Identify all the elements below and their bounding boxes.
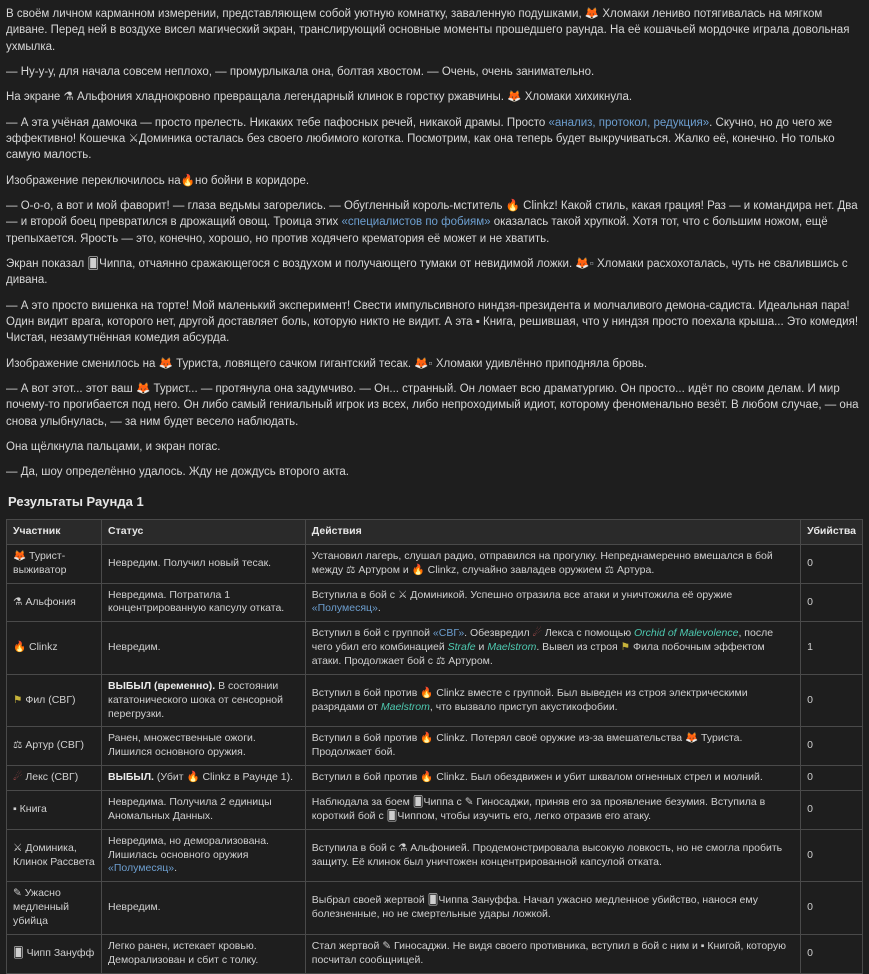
- table-row: [7, 934, 863, 973]
- cell-participant: [7, 727, 102, 766]
- status-link-text: «Полумесяц»: [108, 862, 175, 875]
- cell-actions: [305, 544, 800, 583]
- action-text: Гиносаджи. Не видя своего противника, вступил в бой с ним и: [391, 939, 701, 952]
- column-header-actions: Действия: [305, 520, 800, 545]
- cell-status: [102, 544, 306, 583]
- narrative-paragraph-2: [6, 64, 861, 80]
- narrative-text: оказалась такой хрупкой. Хотя тот, что с большим ножом, ещё трепыхается. Ярость — это, конечно, хорошо, но против ходячего крематория её может и не хватить.: [6, 216, 828, 245]
- inline-icon: ✎: [382, 939, 392, 952]
- status-text: В состоянии кататонического шока от сенсорной перегрузки.: [108, 679, 284, 720]
- participant-name: Чипп Зануфф: [23, 946, 95, 959]
- narrative-text: Хломаки лениво потягивалась на мягком диване. Перед ней в воздухе висел магический экран, транслирующий основные моменты прошедшего раунда. На её кошачьей мордочке играла довольная ухмылка.: [6, 8, 850, 53]
- square-icon: ▫: [589, 257, 594, 270]
- participant-icon: ✎: [13, 887, 22, 900]
- narrative-paragraph-12: [6, 464, 861, 480]
- narrative-paragraph-9: [6, 356, 861, 372]
- inline-icon: 🂠: [412, 796, 424, 809]
- cell-participant: [7, 829, 102, 882]
- participant-name: Доминика, Клинок Рассвета: [13, 841, 95, 868]
- status-text: Ранен, множественные ожоги. Лишился основного оружия.: [108, 732, 256, 759]
- inline-icon: 🔥: [420, 771, 434, 784]
- cell-status: [102, 727, 306, 766]
- narrative-paragraph-4: [6, 115, 861, 164]
- participant-icon: ⚗: [13, 595, 23, 608]
- action-text: , после чего убил его комбинацией: [311, 627, 774, 654]
- status-text: Невредим. Получил новый тесак.: [108, 556, 272, 569]
- narrative-paragraph-8: [6, 298, 861, 347]
- action-text: Чиппом, чтобы изучить его, легко отразив его атаку.: [397, 809, 652, 822]
- cell-actions: [305, 882, 800, 935]
- narrative-paragraph-7: [6, 256, 861, 289]
- action-text: Книгой, которую посчитал сообщницей.: [311, 939, 787, 966]
- status-text: .: [174, 862, 178, 875]
- cell-kills: 0: [801, 727, 863, 766]
- action-text: Maelstrom: [487, 641, 537, 654]
- action-text: Доминикой. Успешно отразила все атаки и уничтожила её оружие: [407, 588, 733, 601]
- action-text: Чиппа с: [423, 796, 465, 809]
- table-row: [7, 882, 863, 935]
- fire-icon: 🔥: [180, 174, 195, 187]
- participant-name: Фил (СВГ): [22, 693, 76, 706]
- narrative-text: Доминика осталась без своего любимого коготка. Посмотрим, как она теперь будет выкручиваться. Жалко её, конечно. Но только самую малость.: [6, 132, 835, 162]
- cell-kills: 0: [801, 583, 863, 622]
- cell-status: [102, 791, 306, 830]
- status-text: Невредим.: [108, 641, 161, 654]
- status-text: Легко ранен, истекает кровью. Деморализован и сбит с толку.: [108, 939, 259, 966]
- action-text: Стал жертвой: [311, 939, 383, 952]
- action-text: .: [377, 602, 381, 615]
- cell-actions: [305, 622, 800, 675]
- participant-icon: 🦊: [13, 549, 27, 562]
- action-text: Гиносаджи, приняв его за проявление безумия. Вступила в короткий бой с: [311, 796, 766, 822]
- quoted-phrase: «специалистов по фобиям»: [341, 216, 491, 229]
- cell-kills: 0: [801, 934, 863, 973]
- status-text: (Убит: [153, 771, 187, 784]
- column-header-status: Статус: [102, 520, 306, 545]
- cell-actions: [305, 791, 800, 830]
- action-text: . Обезвредил: [464, 627, 533, 640]
- action-text: «Полумесяц»: [311, 602, 378, 615]
- cell-actions: [305, 829, 800, 882]
- narrative-text: — Ну-у-у, для начала совсем неплохо, — промурлыкала она, болтая хвостом. — Очень, очень занимательно.: [6, 65, 595, 78]
- action-text: Артуром.: [445, 655, 493, 668]
- participant-name: Clinkz: [26, 641, 58, 654]
- crossed-swords-icon: ⚔: [128, 132, 139, 145]
- narrative-text: — А эта учёная дамочка — просто прелесть. Никаких тебе пафосных речей, никакой драмы. Просто: [6, 116, 549, 129]
- fox-icon: 🦊: [507, 91, 522, 104]
- cell-status: [102, 674, 306, 727]
- fox-icon: 🦊: [135, 382, 151, 395]
- fox-icon: 🦊: [584, 8, 600, 20]
- action-text: Установил лагерь, слушал радио, отправился на прогулку. Непреднамеренно вмешался в бой между: [311, 549, 773, 576]
- narrative-paragraph-11: [6, 439, 861, 455]
- narrative-text: На экране: [6, 91, 64, 104]
- results-heading: Результаты Раунда 1: [8, 493, 144, 509]
- action-text: Вступил в бой против: [311, 732, 421, 745]
- narrative-text: В своём личном карманном измерении, представляющем собой уютную комнатку, заваленную подушками,: [6, 8, 585, 20]
- cell-participant: [7, 544, 102, 583]
- status-text: Невредима. Потратила 1 концентрированную капсулу отката.: [108, 588, 285, 615]
- inline-icon: ☄: [532, 627, 542, 640]
- status-badge: ВЫБЫЛ (временно).: [108, 679, 216, 692]
- narrative-text: Изображение переключилось на: [6, 174, 181, 187]
- column-header-participant: Участник: [7, 520, 102, 545]
- participant-name: Книга: [16, 802, 47, 815]
- narrative-text: — Да, шоу определённо удалось. Жду не дождусь второго акта.: [6, 466, 349, 479]
- table-row: [7, 766, 863, 791]
- cell-status: [102, 622, 306, 675]
- action-text: Clinkz, случайно завладев оружием: [424, 563, 605, 576]
- narrative-text: — А это просто вишенка на торте! Мой маленький эксперимент! Свести импульсивного ниндзя-президента и молчаливого демона-садиста. Идеальная пара! Один видит врага, которого нет, другой доставляет боль, которую никто не видит. А эта: [6, 299, 850, 328]
- narrative-paragraph-10: [6, 381, 861, 430]
- participant-name: Лекс (СВГ): [22, 771, 79, 784]
- narrative-text: Хломаки расхохоталась, чуть не свалившись с дивана.: [6, 257, 848, 287]
- narrative-paragraph-1: [6, 6, 861, 55]
- action-text: и: [475, 641, 488, 654]
- inline-icon: 🂠: [386, 809, 398, 822]
- status-text: Невредим.: [108, 901, 161, 914]
- cell-status: [102, 766, 306, 791]
- status-text: Clinkz в Раунде 1).: [199, 771, 294, 784]
- cell-actions: [305, 674, 800, 727]
- inline-icon: ⚖: [435, 655, 446, 668]
- narrative-text: Хломаки удивлённо приподняла бровь.: [432, 357, 648, 370]
- cell-status: [102, 882, 306, 935]
- table-body: [7, 544, 863, 973]
- inline-icon: 🔥: [420, 732, 434, 745]
- action-text: Вступила в бой с: [311, 841, 398, 854]
- narrative-paragraph-6: [6, 198, 861, 247]
- table-row: [7, 544, 863, 583]
- action-text: Артура.: [614, 563, 655, 576]
- action-text: Лекса с помощью: [541, 627, 634, 640]
- cell-participant: [7, 934, 102, 973]
- inline-icon: 🔥: [420, 686, 434, 699]
- participant-icon: ▪: [13, 802, 17, 815]
- fox-icon: 🦊: [414, 357, 429, 370]
- action-text: Выбрал своей жертвой: [311, 894, 428, 907]
- status-text: Невредима, но деморализована. Лишилась основного оружия: [108, 834, 269, 861]
- fox-icon: 🦊: [575, 257, 590, 270]
- card-icon: 🂠: [87, 257, 100, 270]
- table-row: [7, 829, 863, 882]
- action-text: Strafe: [447, 641, 476, 654]
- cell-kills: 1: [801, 622, 863, 675]
- narrative-text: Книга, решившая, что у ниндзя просто поехала крыша... Это комедия! Чистая, незамутнённая комедия абсурда.: [6, 315, 859, 345]
- inline-icon: ▪: [700, 939, 705, 952]
- inline-icon: 🔥: [186, 771, 200, 784]
- inline-icon: ⚔: [397, 588, 408, 601]
- cell-actions: [305, 583, 800, 622]
- inline-icon: 🦊: [685, 732, 699, 745]
- inline-icon: ⚖: [604, 563, 615, 576]
- action-text: Вступил в бой против: [311, 686, 421, 699]
- table-row: [7, 674, 863, 727]
- narrative-text: Турист... — протянула она задумчиво. — Он... странный. Он ломает всю драматургию. Он просто... идёт по своим делам. И мир почему-то прогибается под него. Он либо самый гениальный игрок из всех, либо непроходимый идиот, которому феноменально везёт. В любом случае, — она снова улыбнулась, — за ним будет весело наблюдать.: [6, 382, 859, 428]
- flask-icon: ⚗: [63, 91, 74, 104]
- status-text: Невредима. Получила 2 единицы Аномальных Данных.: [108, 796, 272, 822]
- narrative-text: — А вот этот... этот ваш: [6, 382, 136, 395]
- cell-actions: [305, 934, 800, 973]
- narrative-text: Хломаки хихикнула.: [521, 91, 633, 104]
- cell-kills: 0: [801, 882, 863, 935]
- participant-name: Альфония: [22, 595, 76, 608]
- action-text: Maelstrom: [380, 700, 430, 713]
- cell-participant: [7, 791, 102, 830]
- book-icon: ▪: [475, 315, 480, 328]
- inline-icon: ⚖: [346, 563, 356, 576]
- action-text: Чиппа Зануффа. Начал ужасно медленное убийство, нанося ему болезненные, но не смертельные удары ложкой.: [311, 894, 758, 921]
- action-text: Туриста. Продолжает бой.: [311, 732, 743, 759]
- fire-icon: 🔥: [505, 199, 520, 212]
- cell-kills: 0: [801, 829, 863, 882]
- cell-participant: [7, 882, 102, 935]
- participant-icon: ⚖: [13, 739, 23, 752]
- action-text: Clinkz. Был обездвижен и убит шквалом огненных стрел и молний.: [433, 771, 763, 784]
- table-row: [7, 622, 863, 675]
- cell-participant: [7, 583, 102, 622]
- cell-kills: 0: [801, 674, 863, 727]
- narrative-text: . Скучно, но до чего же эффективно! Кошечка: [6, 116, 833, 145]
- narrative-text: Альфония хладнокровно превращала легендарный клинок в горстку ржавчины.: [73, 91, 508, 104]
- action-text: Наблюдала за боем: [311, 796, 413, 809]
- cell-status: [102, 934, 306, 973]
- table-row: [7, 727, 863, 766]
- participant-icon: ☄: [13, 771, 23, 784]
- narrative-text: но бойни в коридоре.: [194, 174, 310, 187]
- action-text: «СВГ»: [432, 627, 465, 640]
- square-icon: ▫: [428, 357, 433, 370]
- quoted-phrase: «анализ, протокол, редукция»: [548, 116, 710, 129]
- action-text: Вступил в бой с группой: [311, 627, 433, 640]
- participant-icon: ⚑: [13, 693, 23, 706]
- round-results-table: [6, 519, 863, 974]
- cell-kills: 0: [801, 544, 863, 583]
- document-body: [6, 6, 861, 974]
- status-badge: ВЫБЫЛ.: [108, 771, 154, 784]
- inline-icon: ⚑: [620, 641, 631, 654]
- cell-kills: 0: [801, 791, 863, 830]
- cell-participant: [7, 622, 102, 675]
- participant-name: Ужасно медленный убийца: [13, 887, 69, 928]
- action-text: Артуром и: [355, 563, 412, 576]
- table-header-row: [7, 520, 863, 545]
- inline-icon: 🂠: [427, 894, 439, 907]
- cell-actions: [305, 727, 800, 766]
- cell-actions: [305, 766, 800, 791]
- table-row: [7, 583, 863, 622]
- narrative-text: Экран показал: [6, 257, 88, 270]
- action-text: Вступила в бой с: [311, 588, 398, 601]
- participant-icon: ⚔: [13, 841, 23, 854]
- narrative-paragraph-5: [6, 173, 861, 189]
- participant-icon: 🔥: [13, 641, 27, 654]
- narrative-text: Туриста, ловящего сачком гигантский тесак.: [172, 357, 415, 370]
- action-text: , что вызвало приступ акустикофобии.: [429, 700, 618, 713]
- inline-icon: 🔥: [411, 563, 425, 576]
- cell-kills: 0: [801, 766, 863, 791]
- column-header-kills: Убийства: [801, 520, 863, 545]
- cell-participant: [7, 674, 102, 727]
- action-text: Clinkz. Потерял своё оружие из-за вмешательства: [433, 732, 686, 745]
- narrative-text: Она щёлкнула пальцами, и экран погас.: [6, 440, 221, 453]
- fox-icon: 🦊: [158, 357, 173, 370]
- action-text: Фила побочным эффектом атаки. Продолжает бой с: [311, 641, 765, 668]
- participant-name: Артур (СВГ): [22, 739, 85, 752]
- table-row: [7, 791, 863, 830]
- action-text: Вступил в бой против: [311, 771, 421, 784]
- inline-icon: ⚗: [397, 841, 408, 854]
- inline-icon: ✎: [464, 796, 474, 809]
- action-text: Альфонией. Продемонстрировала высокую ловкость, но не смогла пробить защиту. Её клинок был уничтожен концентрированной капсулой отката.: [311, 841, 783, 868]
- action-text: Clinkz вместе с группой. Был выведен из строя электрическими разрядами от: [311, 686, 748, 713]
- action-text: . Вывел из строя: [536, 641, 621, 654]
- cell-status: [102, 829, 306, 882]
- narrative-text: Изображение сменилось на: [6, 357, 159, 370]
- cell-participant: [7, 766, 102, 791]
- narrative-text: Clinkz! Какой стиль, какая грация! Раз — и командира нет. Два — и второй боец превратился в дрожащий овощ. Троица этих: [6, 199, 858, 229]
- action-text: Orchid of Malevolence: [634, 627, 739, 640]
- narrative-text: — О-о-о, а вот и мой фаворит! — глаза ведьмы загорелись. — Обугленный король-мститель: [6, 199, 506, 212]
- narrative-paragraph-3: [6, 89, 861, 105]
- narrative-text: Чиппа, отчаянно сражающегося с воздухом и получающего тумаки от невидимой ложки.: [99, 257, 576, 270]
- cell-status: [102, 583, 306, 622]
- participant-name: Турист-выживатор: [13, 549, 67, 576]
- participant-icon: 🂠: [13, 946, 24, 959]
